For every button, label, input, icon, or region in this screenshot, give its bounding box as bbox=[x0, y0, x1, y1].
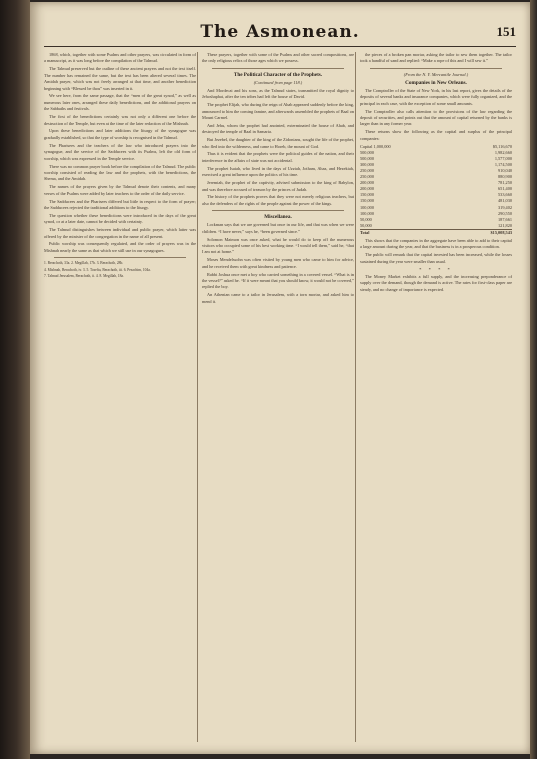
paragraph: Lockman says that we are governed but once in our life, and that was when we were children. “I have never,” says he, “been governed since.” bbox=[202, 222, 354, 234]
financial-table bbox=[360, 144, 512, 236]
table-cell: 910,040 bbox=[498, 167, 512, 173]
divider bbox=[370, 68, 502, 69]
table-cell: 250,000 bbox=[360, 174, 374, 180]
article-source: (From the N. Y. Mercantile Journal.) bbox=[403, 71, 469, 77]
table-cell: Capital 1,000,000 bbox=[360, 143, 391, 149]
paragraph: There was no common prayer book before the compilation of the Talmud. The public worship consisted of reading the law and the prophets, with the benedictions, the Shema, and the Amidah. bbox=[44, 163, 196, 182]
paragraph: The names of the prayers given by the Talmud denote their contents, and many verses of the Psalms were added by later teachers to the order of the daily service. bbox=[44, 184, 196, 196]
paragraph: The Comptroller of the State of New York, in his last report, gives the details of the deposits of several banks and insurance companies, which were fully organized, and the principal in each case, with the exception of some small amounts. bbox=[360, 87, 512, 106]
column-divider bbox=[197, 52, 198, 742]
article-subtitle: (Continued from page 118.) bbox=[253, 79, 303, 85]
paragraph: The Sadducees and the Pharisees differed but little in respect to the form of prayer; the Sadducees rejected the traditional additions to the liturgy. bbox=[44, 198, 196, 210]
paragraph: the pieces of a broken pan mortar, asking the tailor to sew them together. The tailor took a handful of sand and replied: “Make a rope of this and I will sew it.” bbox=[360, 52, 512, 64]
divider bbox=[212, 68, 344, 69]
paragraph: But Jezebel, the daughter of the king of the Zidonians, sought the life of the prophet, who fled into the wilderness, and came to Horeb, the mount of God. bbox=[202, 137, 354, 149]
table-cell: 100,000 bbox=[360, 204, 374, 210]
table-cell: 200,000 bbox=[360, 186, 374, 192]
table-cell: 100,000 bbox=[360, 210, 374, 216]
table-cell: 150,000 bbox=[360, 192, 374, 198]
table-cell: Total bbox=[360, 229, 449, 236]
table-cell: 187,661 bbox=[498, 216, 512, 222]
page-edge-shadow bbox=[530, 0, 537, 759]
page-number: 151 bbox=[496, 24, 516, 39]
table-cell: $5,116,670 bbox=[492, 143, 512, 149]
newspaper-page bbox=[30, 2, 530, 754]
left-column bbox=[44, 52, 196, 742]
footnote: 4. Mishnah, Berachoth, iv. 3. 5. Tosefta, Berachoth, iii. 6. Pesachim, 104a. bbox=[44, 267, 151, 272]
table-cell: 150,000 bbox=[360, 198, 374, 204]
paragraph: 1868, which, together with some Psalms and other prayers, was circulated in form of a manuscript, as it was long before the compilation of the Talmud. bbox=[44, 52, 196, 64]
paragraph: Jeremiah, the prophet of the captivity, advised submission to the king of Babylon, and was therefore accused of treason by the princes of Judah. bbox=[202, 180, 354, 192]
table-row bbox=[360, 223, 512, 230]
paragraph: These prayers, together with some of the Psalms and other sacred compositions, are the only religious relics of those ages which we possess. bbox=[202, 52, 354, 64]
book-binding bbox=[0, 0, 30, 759]
table-cell: 250,000 bbox=[360, 167, 374, 173]
paragraph: We see here, from the same passage, that the “men of the great synod,” as well as numerous later ones, arranged these daily benedictions, and the additional prayers on the Sabbaths and festivals. bbox=[44, 93, 196, 112]
paragraph: The Pharisees and the teachers of the law who introduced prayers into the synagogue, and the service of the Sadducees with its Psalms, left the old form of worship, which was expressed in the Temple service. bbox=[44, 142, 196, 161]
paragraph: Public worship was consequently regulated, and the order of prayers was in the Mishnah nearly the same as that which we still use in our synagogues. bbox=[44, 241, 196, 253]
table-cell: 200,000 bbox=[360, 180, 374, 186]
paragraph: Rabbi Joshua once met a boy who carried something in a covered vessel. “What is in the vessel?” asked he. “If it were meant that you should know, it would not be covered,” replied the boy. bbox=[202, 271, 354, 290]
column-divider bbox=[355, 52, 356, 742]
paragraph: The prophet Elijah, who during the reign of Ahab appeared suddenly before the king, announced to him the coming famine, and afterwards assembled the prophets of Baal on Mount Carmel. bbox=[202, 102, 354, 120]
section-separator: * * * * bbox=[419, 266, 453, 272]
table-cell: 319,402 bbox=[498, 204, 512, 210]
footnote: 1. Berachoth, 33a. 2. Megillah, 17b. 3. Berachoth, 28b. bbox=[44, 261, 124, 266]
paragraph: The prophet Isaiah, who lived in the days of Uzziah, Jotham, Ahaz, and Hezekiah, exercised a great influence upon the politics of his time. bbox=[202, 165, 354, 178]
table-cell: 781,250 bbox=[498, 180, 512, 186]
paragraph: The public will remark that the capital invested has been increased, while the losses sustained during the year were smaller than usual. bbox=[360, 252, 512, 264]
right-column bbox=[360, 52, 512, 742]
table-cell: 50,000 bbox=[360, 222, 372, 228]
paragraph: Thus it is evident that the prophets were the political guides of the nation, and their interference in the affairs of state was not accidental. bbox=[202, 151, 354, 163]
paragraph: Upon these benedictions and later additions the liturgy of the synagogue was gradually established, so that the type of worship is recognised in the Talmud. bbox=[44, 128, 196, 140]
paragraph: The Comptroller also calls attention to the provisions of the law regarding the deposit of securities, and points out that the amount of capital returned by the banks is larger than in any former year. bbox=[360, 108, 512, 127]
table-cell: 500,000 bbox=[360, 155, 374, 161]
table-cell: 880,900 bbox=[498, 174, 512, 180]
paragraph: The first of the benedictions certainly was not only a different one before the destruction of the Temple, but even at the time of the later redaction of the Mishnah. bbox=[44, 114, 196, 126]
table-cell: 533,660 bbox=[498, 192, 512, 198]
paragraph: And Mordecai and his sons, as the Talmud states, transmitted the royal dignity to Jehoshaphat, after the ten tribes had left the house of David. bbox=[202, 87, 354, 100]
table-cell: 121,820 bbox=[498, 222, 512, 228]
divider bbox=[54, 257, 186, 258]
middle-column bbox=[202, 52, 354, 742]
paragraph: These returns show the following as the capital and surplus of the principal companies: bbox=[360, 129, 512, 141]
table-cell: 1,982,660 bbox=[494, 149, 512, 155]
page-title: The Asmonean. bbox=[200, 22, 360, 42]
paragraph: The question whether these benedictions were introduced in the days of the great synod, or at a later date, cannot be decided with certainty. bbox=[44, 212, 196, 225]
paragraph: Moses Mendelssohn was often visited by young men who came to him for advice, and he received them with great kindness and patience. bbox=[202, 257, 354, 269]
paragraph: The history of the prophets proves that they were not merely religious teachers, but also the defenders of the rights of the people against the power of the kings. bbox=[202, 194, 354, 206]
table-cell: 50,000 bbox=[360, 216, 372, 222]
divider bbox=[212, 210, 344, 211]
table-cell: 500,000 bbox=[360, 149, 374, 155]
table-cell: 290,550 bbox=[498, 210, 512, 216]
table-cell: $15,008,543 bbox=[449, 229, 512, 236]
section-heading: Miscellanea. bbox=[264, 214, 292, 221]
table-cell: 300,000 bbox=[360, 161, 374, 167]
article-title: The Political Character of the Prophets. bbox=[233, 71, 323, 78]
table-total-row bbox=[360, 229, 512, 236]
footnote: 7. Talmud Jerusalem, Berachoth, ii. 4. 8. Megillah, 18a. bbox=[44, 274, 124, 279]
table-cell: 1,174,500 bbox=[494, 161, 512, 167]
paragraph: An Athenian came to a tailor in Jerusalem, with a torn mortar, and asked him to mend it. bbox=[202, 292, 354, 304]
page-header bbox=[44, 22, 516, 47]
table-cell: 651,400 bbox=[498, 186, 512, 192]
paragraph: This shows that the companies in the aggregate have been able to add to their capital a large amount during the year, and that the business is in a prosperous condition. bbox=[360, 237, 512, 250]
table-cell: 481,030 bbox=[498, 198, 512, 204]
paragraph: The Talmud preserved but the outline of these ancient prayers and not the text itself. The number has remained the same, but the text has been altered several times. The Amidah prayer, which was not freely arranged at that time, and another benediction beginning with “Blessed be thou” was inserted in it. bbox=[44, 66, 196, 91]
table-cell: 1,577,000 bbox=[494, 155, 512, 161]
paragraph: The Money Market exhibits a full supply, and the increasing preponderance of supply over the demand, though the demand is active. The rates for first-class paper are steady, and no change of importance is expected. bbox=[360, 274, 512, 292]
paragraph: And Jehu, whom the prophet had anointed, exterminated the house of Ahab, and destroyed the temple of Baal in Samaria. bbox=[202, 122, 354, 135]
paragraph: Solomon Maimon was once asked, what he would do to keep off the numerous visitors who occupied some of his best working time. “I would tell them,” said he, “that I am not at home.” bbox=[202, 236, 354, 255]
article-title: Companies in New Orleans. bbox=[405, 79, 467, 86]
paragraph: The Talmud distinguishes between individual and public prayer, which latter was offered by the minister of the congregation in the name of all present. bbox=[44, 227, 196, 239]
